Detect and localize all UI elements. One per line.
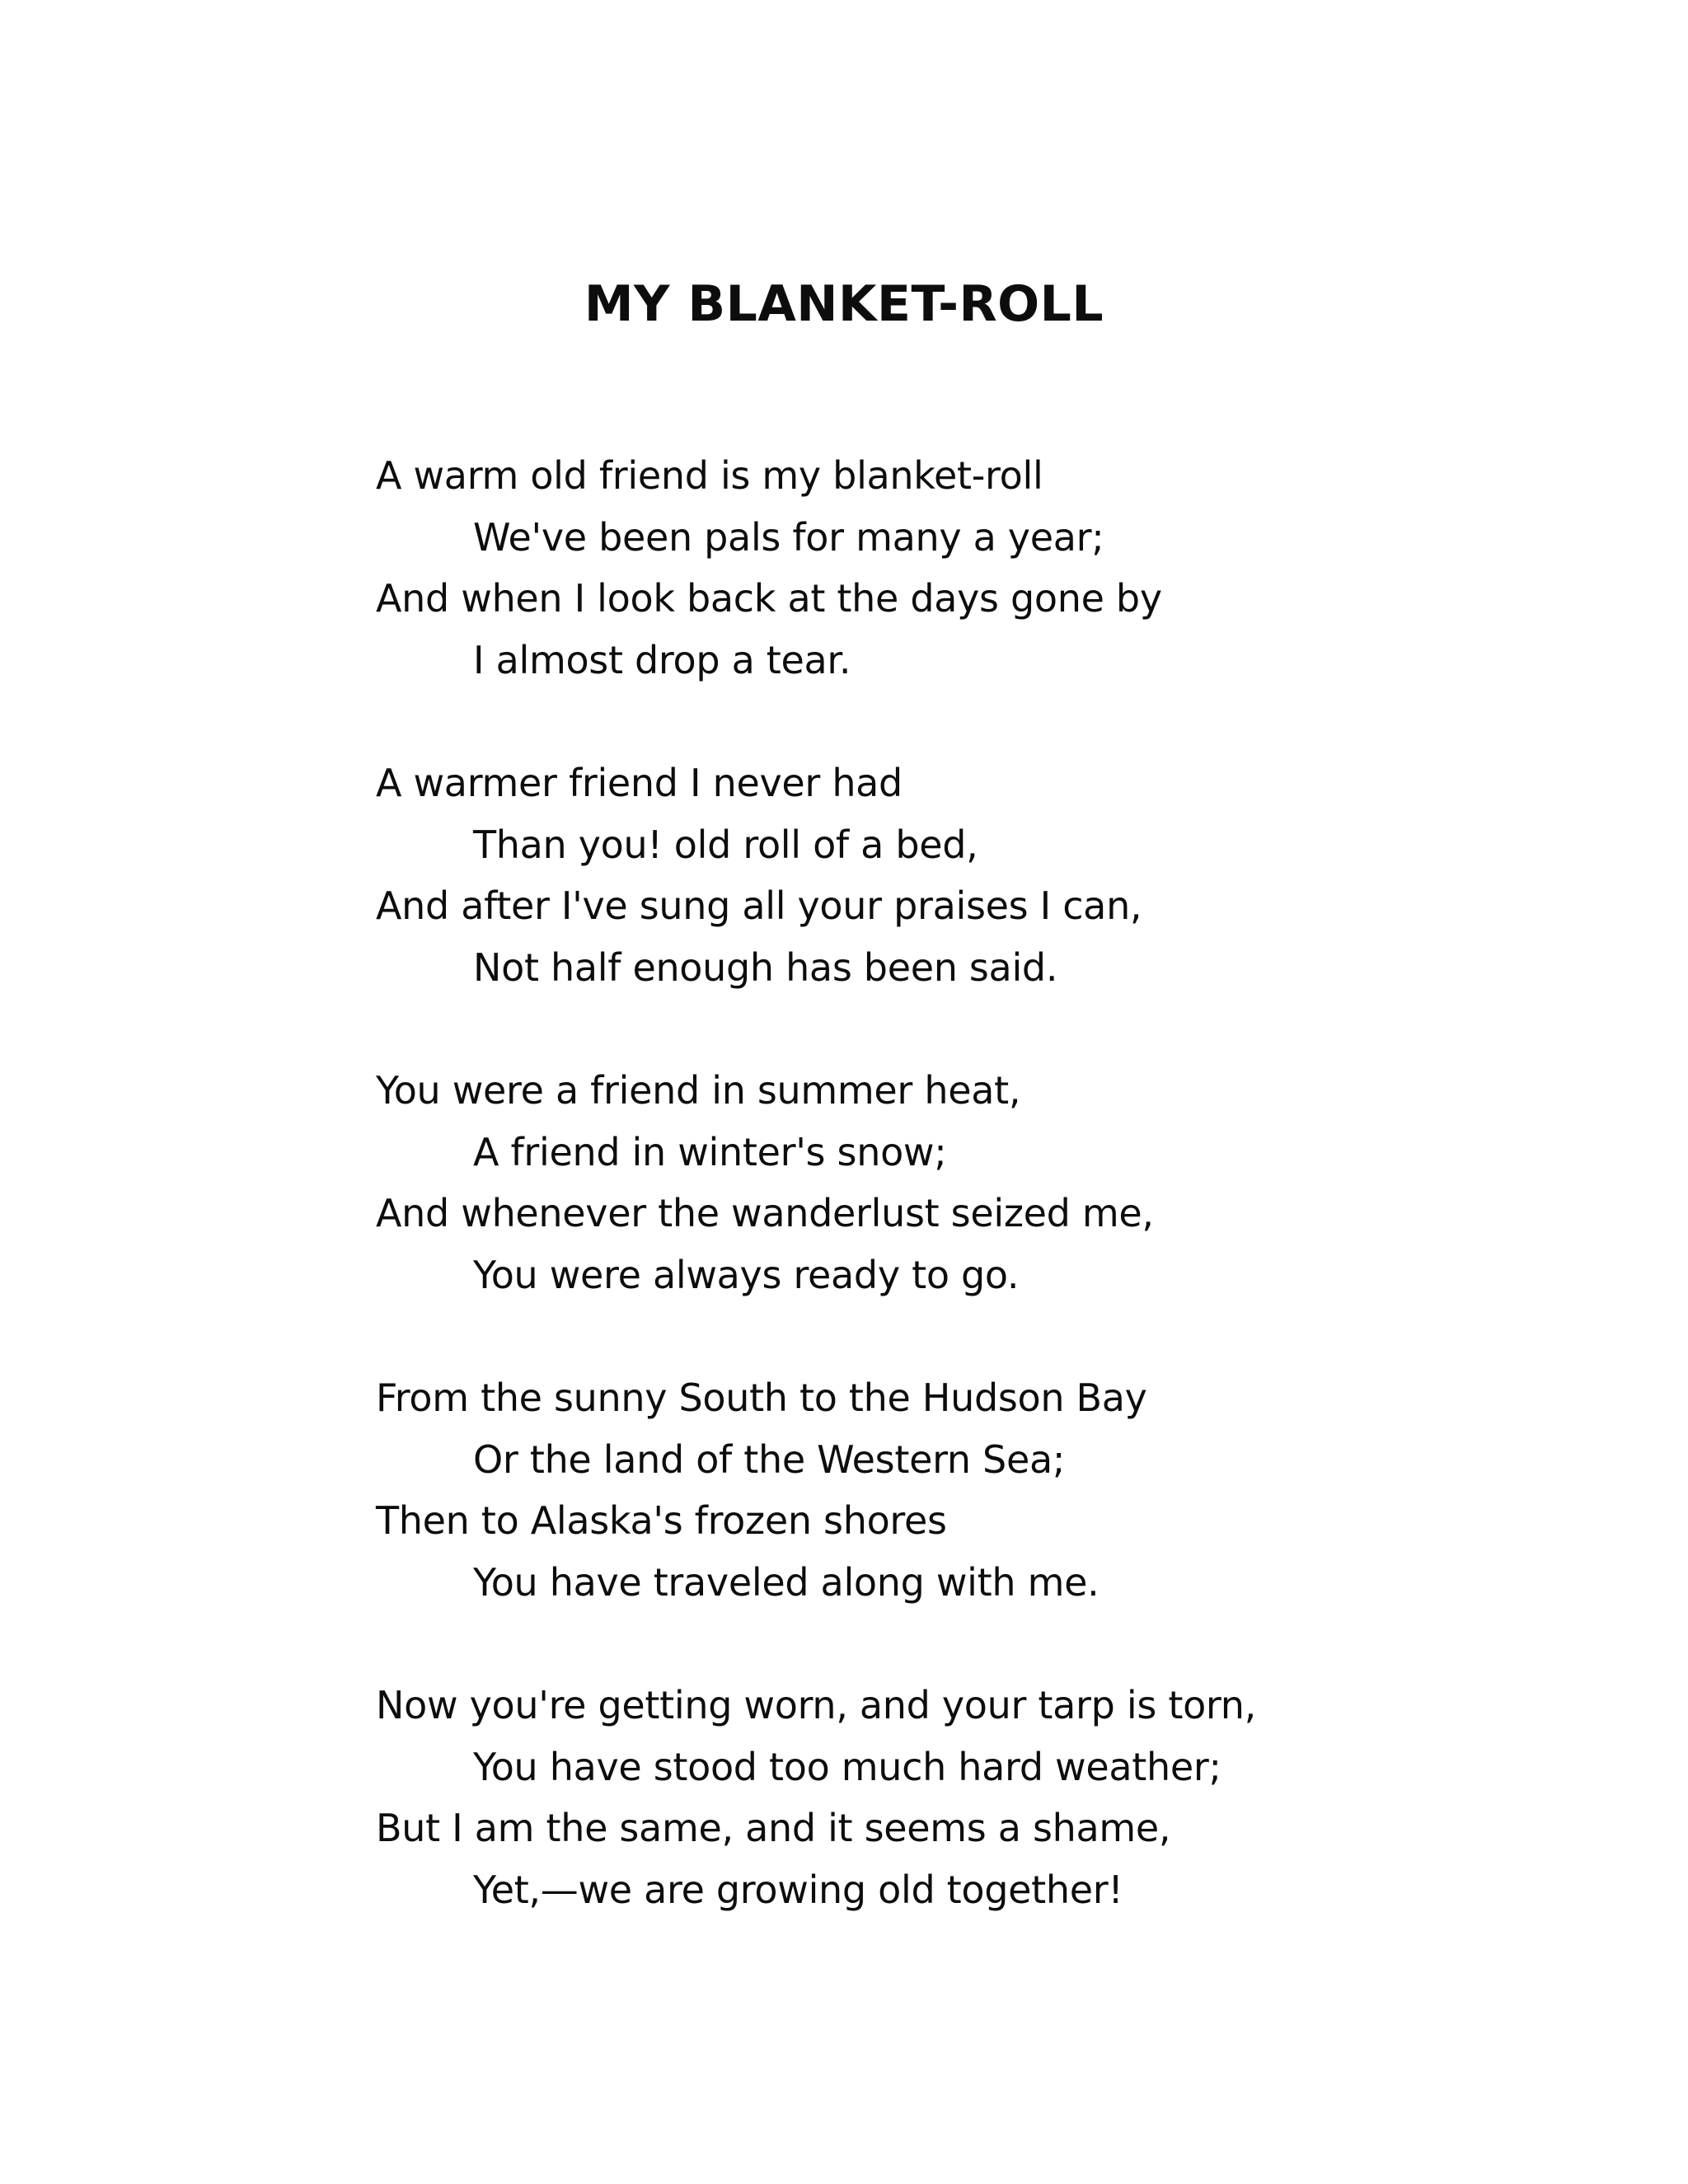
poem-line: Then to Alaska's frozen shores	[376, 1498, 947, 1543]
poem-line: Not half enough has been said.	[473, 944, 1058, 990]
stanza-4	[376, 1367, 1447, 1613]
poem-body	[376, 445, 1447, 1982]
poem-line: You were a friend in summer heat,	[376, 1068, 1021, 1113]
poem-line: Than you! old roll of a bed,	[473, 822, 978, 867]
poem-line: Now you're getting worn, and your tarp is torn,	[376, 1683, 1256, 1727]
poem-line: I almost drop a tear.	[473, 637, 851, 682]
poem-line: And when I look back at the days gone by	[376, 576, 1162, 621]
stanza-1	[376, 445, 1447, 691]
poem-line: From the sunny South to the Hudson Bay	[376, 1376, 1147, 1420]
poem-line: A friend in winter's snow;	[473, 1129, 947, 1174]
poem-line: You were always ready to go.	[473, 1252, 1020, 1297]
poem-line: We've been pals for many a year;	[473, 514, 1104, 560]
poem-line: You have stood too much hard weather;	[473, 1744, 1221, 1789]
poem-line: And whenever the wanderlust seized me,	[376, 1191, 1154, 1235]
poem-line: And after I've sung all your praises I can,	[376, 883, 1142, 928]
poem-line: A warm old friend is my blanket-roll	[376, 453, 1043, 498]
poem-title: MY BLANKET-ROLL	[584, 275, 1104, 333]
poem-line: Yet,—we are growing old together!	[473, 1867, 1123, 1912]
poem-line: But I am the same, and it seems a shame,	[376, 1806, 1171, 1850]
poem-line: Or the land of the Western Sea;	[473, 1436, 1066, 1482]
poem-line: A warmer friend I never had	[376, 761, 903, 805]
stanza-2	[376, 752, 1447, 998]
poem-line: You have traveled along with me.	[473, 1559, 1100, 1605]
stanza-5	[376, 1675, 1447, 1920]
stanza-3	[376, 1060, 1447, 1305]
